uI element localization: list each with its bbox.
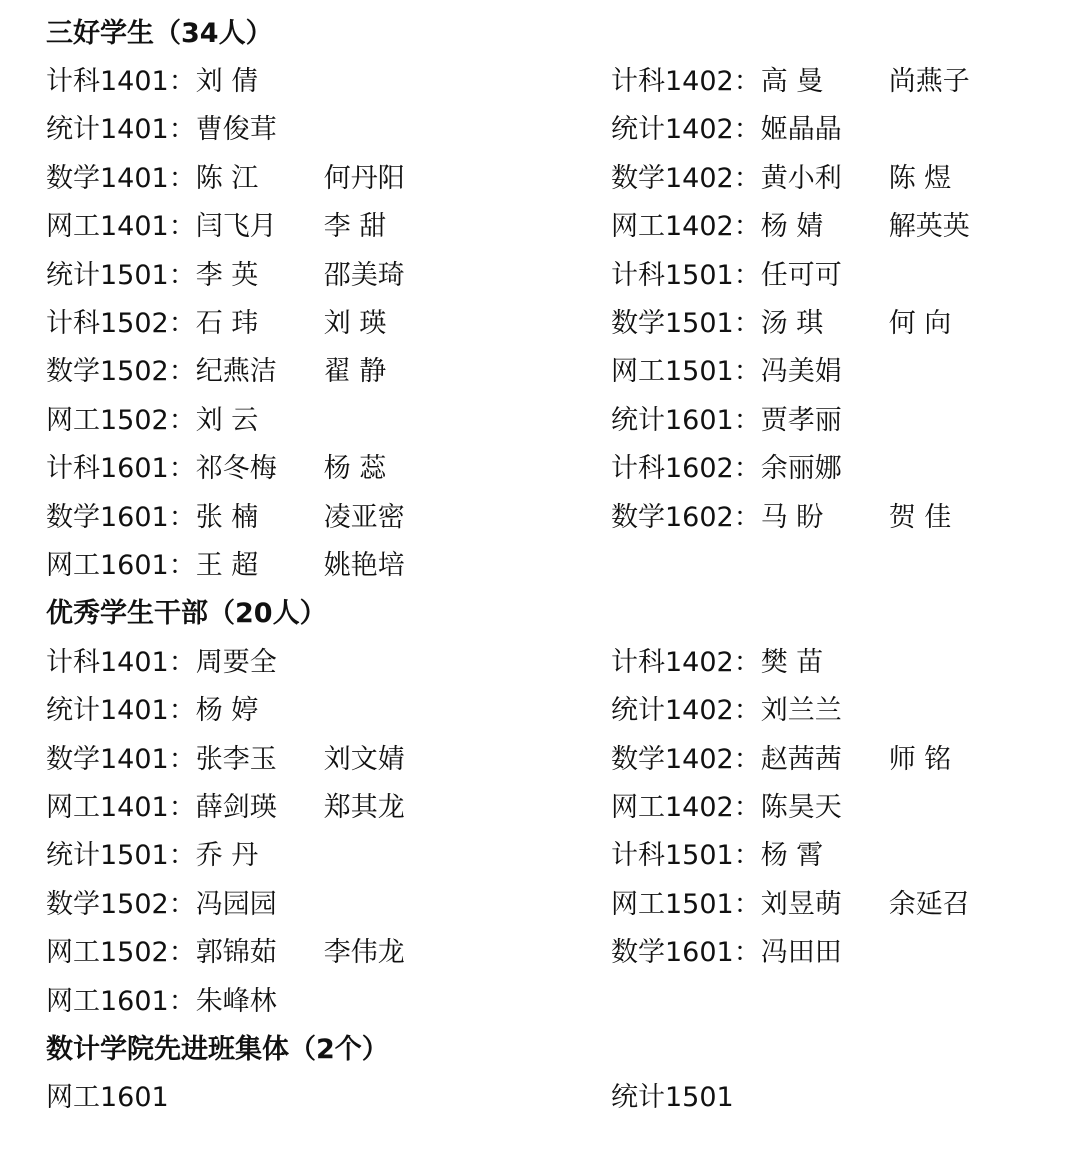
left-entry (46, 495, 611, 534)
class-label: 网工1601： (46, 985, 196, 1017)
class-label: 网工1501： (611, 888, 761, 920)
class-label: 网工1402： (611, 791, 761, 823)
award-row (46, 925, 1046, 973)
student-name: 乔 丹 (195, 840, 259, 872)
section-heading: 优秀学生干部（20人） (46, 598, 327, 630)
student-name: 汤 琪 (760, 308, 824, 340)
student-name: 李 英 (195, 259, 259, 291)
student-name: 刘 云 (195, 404, 259, 436)
student-name: 邵美琦 (323, 259, 405, 291)
left-entry (46, 301, 611, 340)
class-label: 统计1401： (46, 114, 196, 146)
class-label: 计科1602： (611, 453, 761, 485)
award-row (46, 683, 1046, 731)
class-label: 数学1402： (611, 162, 761, 194)
class-label: 计科1401： (46, 646, 196, 678)
right-entry (611, 107, 889, 146)
class-label: 网工1601 (46, 1082, 169, 1114)
right-entry (611, 349, 889, 388)
student-name: 杨 蕊 (323, 453, 387, 485)
student-name: 黄小利 (760, 162, 842, 194)
class-label: 数学1601： (611, 937, 761, 969)
award-row (46, 54, 1046, 102)
student-name: 郭锦茹 (195, 937, 277, 969)
student-name: 张李玉 (195, 743, 277, 775)
student-name: 赵茜茜 (760, 743, 842, 775)
class-label: 统计1501： (46, 840, 196, 872)
left-entry (46, 688, 611, 727)
student-name: 张 楠 (195, 501, 259, 533)
class-label: 统计1402： (611, 114, 761, 146)
student-name: 闫飞月 (195, 211, 277, 243)
student-name: 纪燕洁 (195, 356, 277, 388)
student-name: 尚燕子 (888, 66, 970, 98)
award-row (46, 296, 1046, 344)
section-heading: 三好学生（34人） (46, 17, 273, 49)
student-name: 朱峰林 (195, 985, 277, 1017)
student-name: 薛剑瑛 (195, 791, 277, 823)
right-entry (611, 446, 889, 485)
left-entry (46, 253, 611, 292)
student-name: 余丽娜 (760, 453, 842, 485)
left-entry (46, 785, 611, 824)
right-entry (611, 398, 889, 437)
class-label: 计科1401： (46, 66, 196, 98)
student-name: 杨 婷 (195, 695, 259, 727)
award-row (46, 248, 1046, 296)
award-row (46, 393, 1046, 441)
left-entry (46, 833, 611, 872)
student-name: 郑其龙 (323, 791, 405, 823)
section-heading: 数计学院先进班集体（2个） (46, 1033, 389, 1065)
left-entry (46, 979, 611, 1018)
student-name: 何丹阳 (323, 162, 405, 194)
student-name: 姚艳培 (323, 549, 405, 581)
left-entry (46, 737, 611, 776)
left-entry (46, 156, 611, 195)
student-name: 姬晶晶 (760, 114, 842, 146)
class-label: 数学1501： (611, 308, 761, 340)
left-entry (46, 543, 611, 582)
class-label: 计科1402： (611, 646, 761, 678)
student-name: 冯园园 (195, 888, 277, 920)
class-label: 网工1401： (46, 211, 196, 243)
right-entry (611, 688, 889, 727)
left-entry (46, 398, 611, 437)
left-entry (46, 640, 611, 679)
left-entry (46, 882, 611, 921)
award-row (46, 974, 1046, 1022)
class-label: 网工1601： (46, 549, 196, 581)
student-name: 杨 婧 (760, 211, 824, 243)
award-list-document (46, 6, 1046, 1119)
student-name: 樊 苗 (760, 646, 824, 678)
student-name: 陈 江 (195, 162, 259, 194)
class-label: 网工1501： (611, 356, 761, 388)
student-name: 石 玮 (195, 308, 259, 340)
left-entry (46, 1075, 611, 1114)
right-entry (611, 495, 1017, 534)
student-name: 刘兰兰 (760, 695, 842, 727)
class-label: 网工1502： (46, 404, 196, 436)
student-name: 贾孝丽 (760, 404, 842, 436)
class-label: 统计1402： (611, 695, 761, 727)
student-name: 冯美娟 (760, 356, 842, 388)
student-name: 马 盼 (760, 501, 824, 533)
right-entry (611, 833, 889, 872)
class-label: 数学1502： (46, 356, 196, 388)
right-entry (611, 882, 1017, 921)
student-name: 余延召 (888, 888, 970, 920)
right-entry (611, 640, 889, 679)
student-name: 曹俊茸 (195, 114, 277, 146)
class-label: 数学1402： (611, 743, 761, 775)
class-label: 网工1502： (46, 937, 196, 969)
class-label: 数学1401： (46, 743, 196, 775)
right-entry (611, 156, 1017, 195)
award-row (46, 345, 1046, 393)
student-name: 冯田田 (760, 937, 842, 969)
right-entry (611, 1075, 734, 1114)
student-name: 师 铭 (888, 743, 952, 775)
class-label: 计科1501： (611, 259, 761, 291)
student-name: 王 超 (195, 549, 259, 581)
right-entry (611, 785, 889, 824)
class-label: 计科1501： (611, 840, 761, 872)
student-name: 李 甜 (323, 211, 387, 243)
right-entry (611, 930, 889, 969)
left-entry (46, 446, 611, 485)
student-name: 陈 煜 (888, 162, 952, 194)
award-row (46, 877, 1046, 925)
class-label: 统计1501： (46, 259, 196, 291)
award-row (46, 732, 1046, 780)
left-entry (46, 204, 611, 243)
student-name: 翟 静 (323, 356, 387, 388)
left-entry (46, 930, 611, 969)
student-name: 陈昊天 (760, 791, 842, 823)
student-name: 杨 霄 (760, 840, 824, 872)
right-entry (611, 204, 1017, 243)
student-name: 刘 倩 (195, 66, 259, 98)
student-name: 刘 瑛 (323, 308, 387, 340)
class-label: 统计1501 (611, 1082, 734, 1114)
class-label: 数学1401： (46, 162, 196, 194)
award-row (46, 1071, 1046, 1119)
class-label: 数学1602： (611, 501, 761, 533)
student-name: 高 曼 (760, 66, 824, 98)
student-name: 凌亚密 (323, 501, 405, 533)
student-name: 解英英 (888, 211, 970, 243)
student-name: 贺 佳 (888, 501, 952, 533)
left-entry (46, 349, 611, 388)
class-label: 统计1401： (46, 695, 196, 727)
award-row (46, 490, 1046, 538)
right-entry (611, 737, 1017, 776)
student-name: 刘文婧 (323, 743, 405, 775)
student-name: 周要全 (195, 646, 277, 678)
award-row (46, 538, 1046, 586)
class-label: 计科1402： (611, 66, 761, 98)
award-row (46, 635, 1046, 683)
award-row (46, 442, 1046, 490)
student-name: 刘昱萌 (760, 888, 842, 920)
student-name: 任可可 (760, 259, 842, 291)
award-row (46, 780, 1046, 828)
award-row (46, 829, 1046, 877)
left-entry (46, 59, 611, 98)
left-entry (46, 107, 611, 146)
right-entry (611, 59, 1017, 98)
class-label: 网工1402： (611, 211, 761, 243)
class-label: 网工1401： (46, 791, 196, 823)
award-row (46, 151, 1046, 199)
class-label: 计科1601： (46, 453, 196, 485)
class-label: 数学1502： (46, 888, 196, 920)
right-entry (611, 301, 1017, 340)
student-name: 李伟龙 (323, 937, 405, 969)
class-label: 数学1601： (46, 501, 196, 533)
right-entry (611, 253, 889, 292)
award-row (46, 200, 1046, 248)
class-label: 计科1502： (46, 308, 196, 340)
student-name: 何 向 (888, 308, 952, 340)
class-label: 统计1601： (611, 404, 761, 436)
award-row (46, 103, 1046, 151)
student-name: 祁冬梅 (195, 453, 277, 485)
